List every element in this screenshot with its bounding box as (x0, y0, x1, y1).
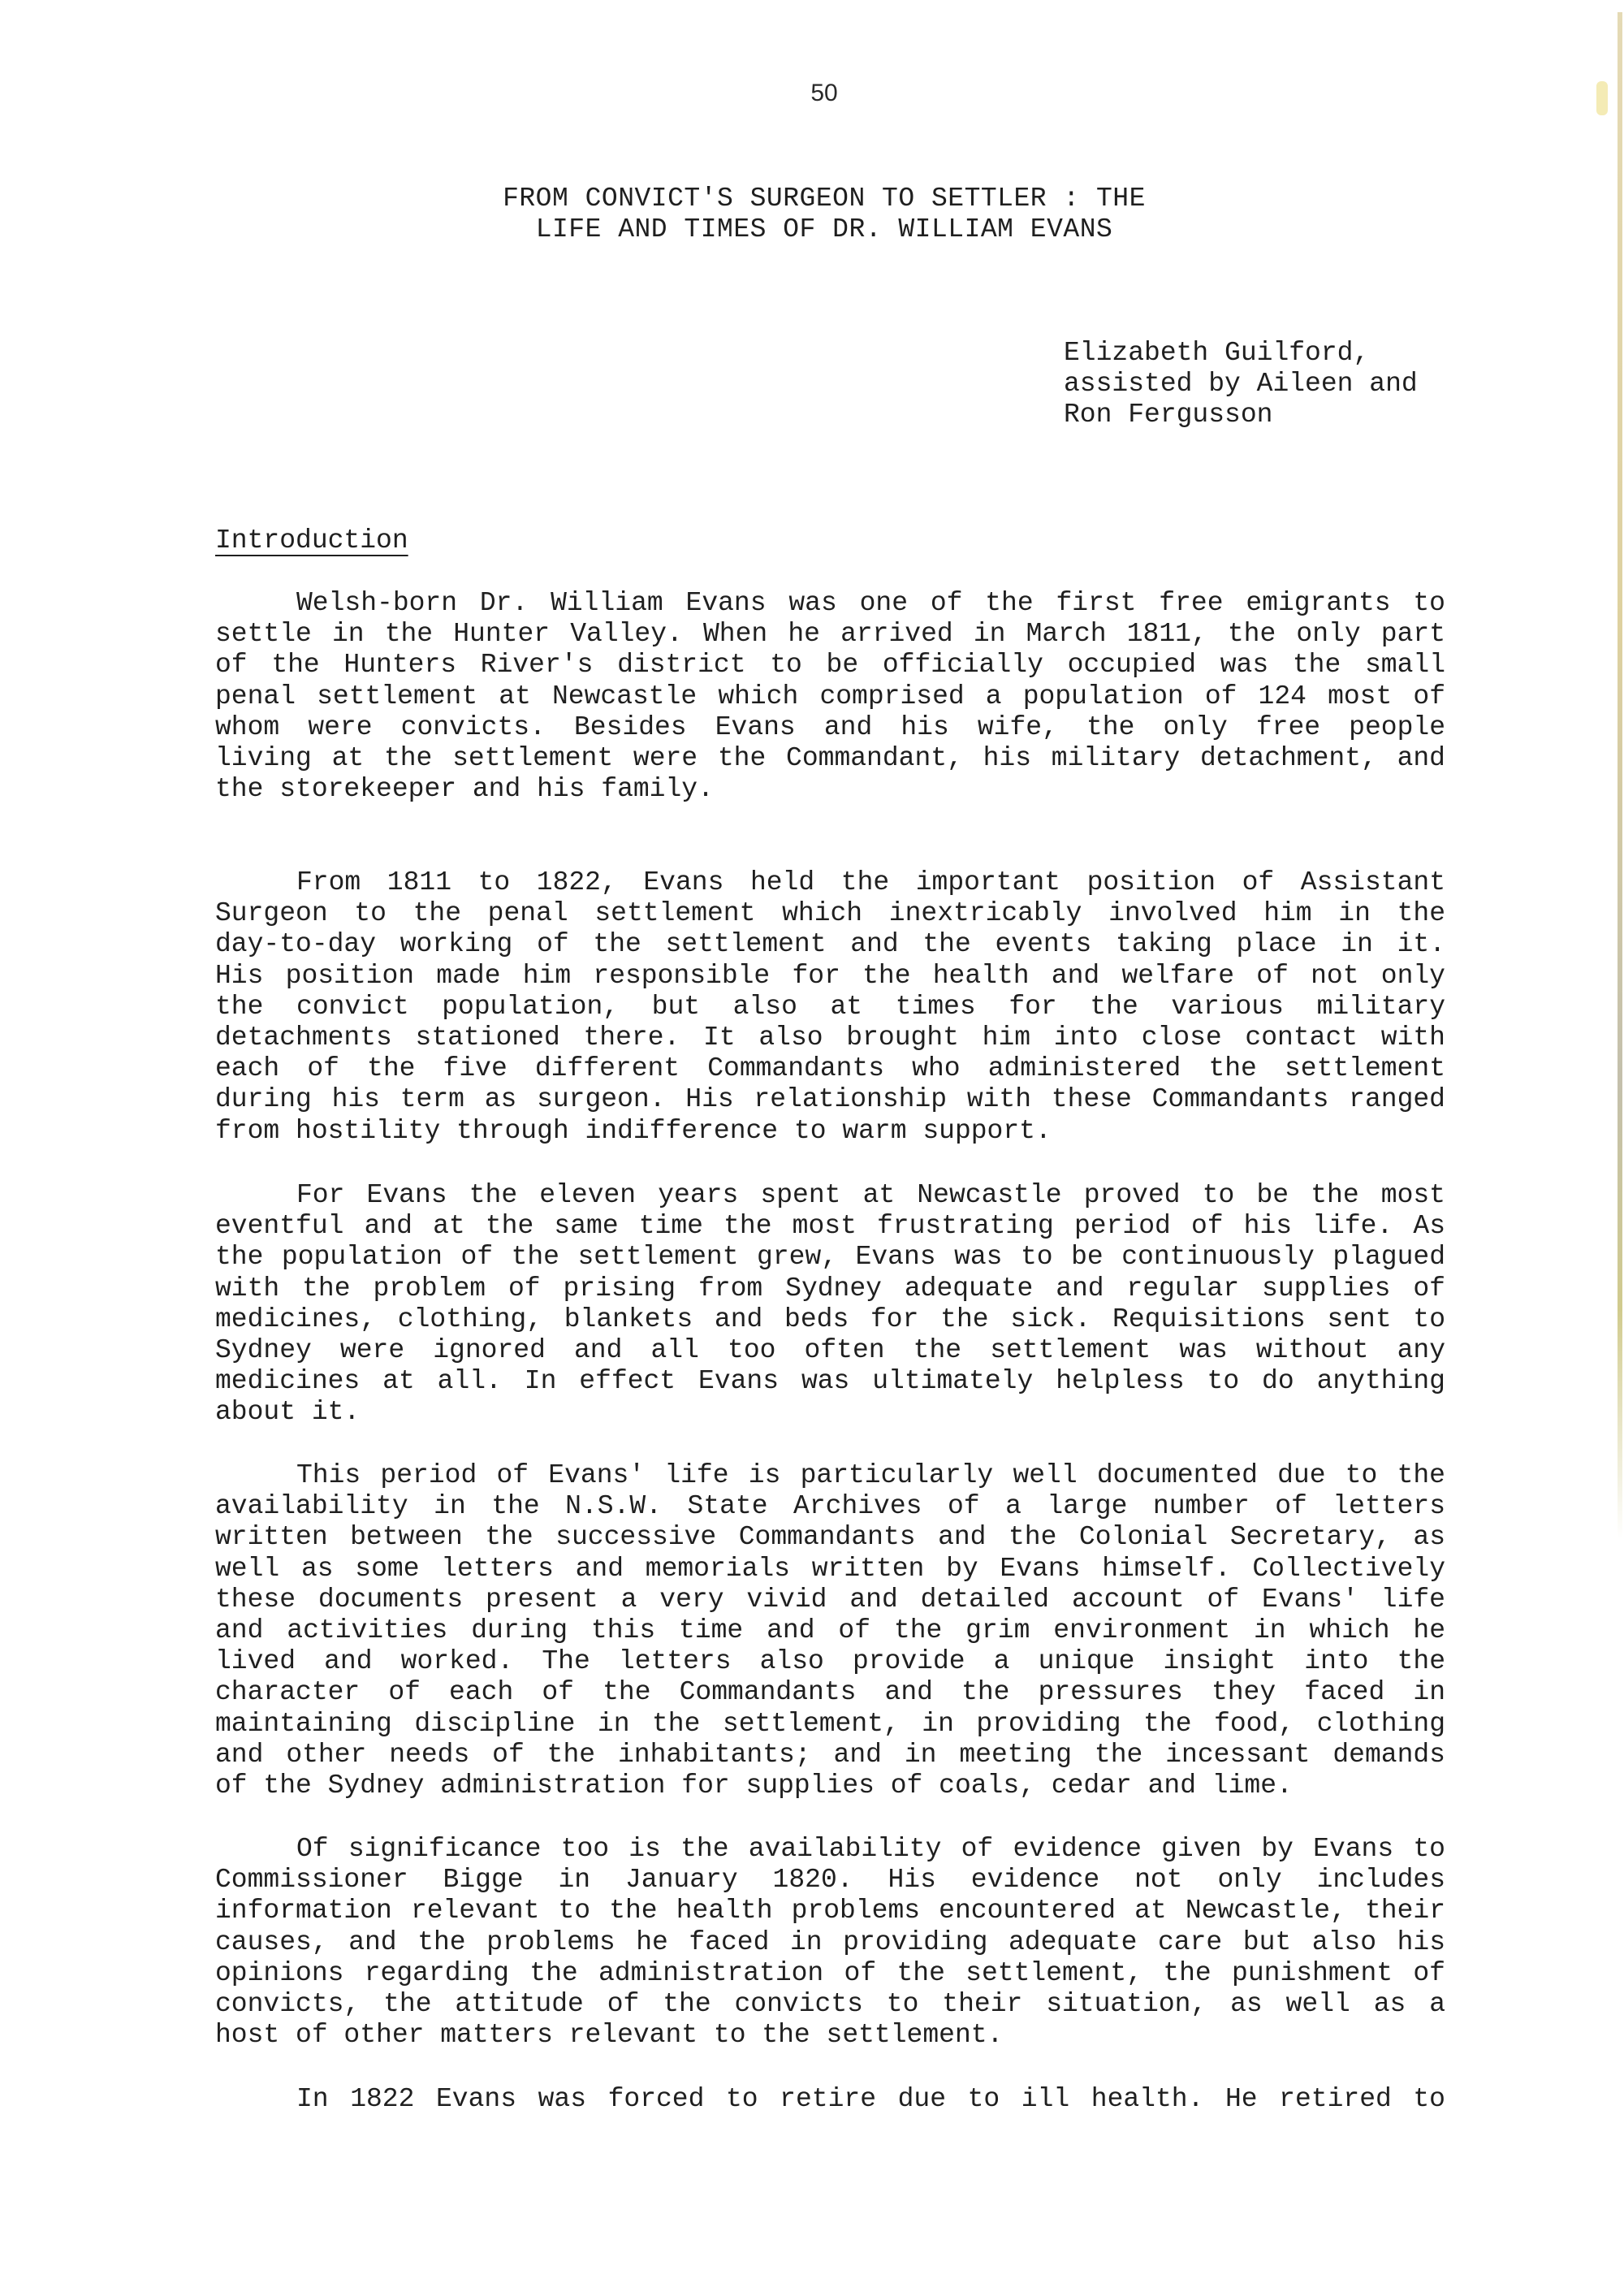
paragraph (215, 588, 1445, 805)
paragraph-line: lived and worked. The letters also provide a unique insight into the (215, 1646, 1445, 1677)
paragraph-line: well as some letters and memorials written by Evans himself. Collectively (215, 1553, 1445, 1584)
author-line: assisted by Aileen and (1064, 369, 1418, 399)
paragraph-line: detachments stationed there. It also brought him into close contact with (215, 1022, 1445, 1053)
paragraph (215, 2084, 1445, 2115)
paragraph-line: maintaining discipline in the settlement, in providing the food, clothing (215, 1708, 1445, 1739)
paragraph-line: opinions regarding the administration of the settlement, the punishment of (215, 1957, 1445, 1988)
paragraph-line: Welsh-born Dr. William Evans was one of the first free emigrants to (296, 588, 1445, 618)
paragraph-line: of the Sydney administration for supplies of coals, cedar and lime. (215, 1770, 1293, 1801)
paragraph-line: host of other matters relevant to the settlement. (215, 2020, 1004, 2051)
paragraph-line: and activities during this time and of the grim environment in which he (215, 1615, 1445, 1645)
paragraph-line: day-to-day working of the settlement and the events taking place in it. (215, 929, 1445, 960)
author-block (1064, 338, 1418, 430)
paragraph-line: This period of Evans' life is particularly well documented due to the (296, 1460, 1445, 1490)
paragraph-line: In 1822 Evans was forced to retire due to ill health. He retired to (296, 2084, 1445, 2114)
paragraph-line: availability in the N.S.W. State Archives of a large number of letters (215, 1491, 1445, 1522)
page-number: 50 (810, 80, 838, 106)
paragraph-line: Surgeon to the penal settlement which inextricably involved him in the (215, 898, 1445, 929)
title-line: FROM CONVICT'S SURGEON TO SETTLER : THE (503, 184, 1146, 214)
paragraph (215, 1834, 1445, 2051)
paragraph-line: settle in the Hunter Valley. When he arrived in March 1811, the only part (215, 619, 1445, 650)
paragraph-line: living at the settlement were the Commandant, his military detachment, and (215, 742, 1445, 773)
paragraph-line: about it. (215, 1397, 361, 1428)
paragraph-line: From 1811 to 1822, Evans held the important position of Assistant (296, 867, 1445, 897)
paragraph-line: the convict population, but also at times for the various military (215, 991, 1445, 1022)
paragraph-line: penal settlement at Newcastle which comprised a population of 124 most of (215, 681, 1445, 711)
author-line: Ron Fergusson (1064, 400, 1273, 430)
paragraph-line: the population of the settlement grew, Evans was to be continuously plagued (215, 1242, 1445, 1273)
section-heading-introduction: Introduction (215, 525, 408, 556)
paragraph-line: medicines, clothing, blankets and beds for the sick. Requisitions sent to (215, 1304, 1445, 1334)
paragraph-line: whom were convicts. Besides Evans and his wife, the only free people (215, 711, 1445, 742)
paragraph-line: from hostility through indifference to warm support. (215, 1115, 1052, 1146)
paragraph-line: For Evans the eleven years spent at Newcastle proved to be the most (296, 1180, 1445, 1210)
paragraph-line: causes, and the problems he faced in providing adequate care but also his (215, 1926, 1445, 1957)
paragraph-line: Commissioner Bigge in January 1820. His evidence not only includes (215, 1865, 1445, 1896)
paragraph-line: of the Hunters River's district to be officially occupied was the small (215, 650, 1445, 681)
article-title (0, 184, 1624, 245)
paragraph-line: during his term as surgeon. His relationship with these Commandants ranged (215, 1084, 1445, 1115)
paragraph-line: each of the five different Commandants who administered the settlement (215, 1053, 1445, 1084)
paragraph-line: and other needs of the inhabitants; and in meeting the incessant demands (215, 1739, 1445, 1770)
paragraph-line: Sydney were ignored and all too often the settlement was without any (215, 1334, 1445, 1365)
title-line: LIFE AND TIMES OF DR. WILLIAM EVANS (535, 214, 1113, 244)
paragraph-line: character of each of the Commandants and the pressures they faced in (215, 1677, 1445, 1708)
paragraph-line: the storekeeper and his family. (215, 774, 714, 805)
paragraph-line: these documents present a very vivid and detailed account of Evans' life (215, 1584, 1445, 1615)
paragraph (215, 1460, 1445, 1801)
paragraph-line: Of significance too is the availability of evidence given by Evans to (296, 1834, 1445, 1864)
paragraph-line: information relevant to the health problems encountered at Newcastle, their (215, 1896, 1445, 1926)
paragraph-line: His position made him responsible for the health and welfare of not only (215, 960, 1445, 991)
paragraph (215, 1180, 1445, 1429)
paragraph (215, 867, 1445, 1147)
paragraph-line: convicts, the attitude of the convicts to their situation, as well as a (215, 1988, 1445, 2019)
paragraph-line: eventful and at the same time the most frustrating period of his life. As (215, 1211, 1445, 1242)
paragraph-line: written between the successive Commandants and the Colonial Secretary, as (215, 1522, 1445, 1553)
paragraph-line: medicines at all. In effect Evans was ultimately helpless to do anything (215, 1366, 1445, 1397)
paragraph-line: with the problem of prising from Sydney adequate and regular supplies of (215, 1273, 1445, 1304)
author-line: Elizabeth Guilford, (1064, 338, 1370, 368)
